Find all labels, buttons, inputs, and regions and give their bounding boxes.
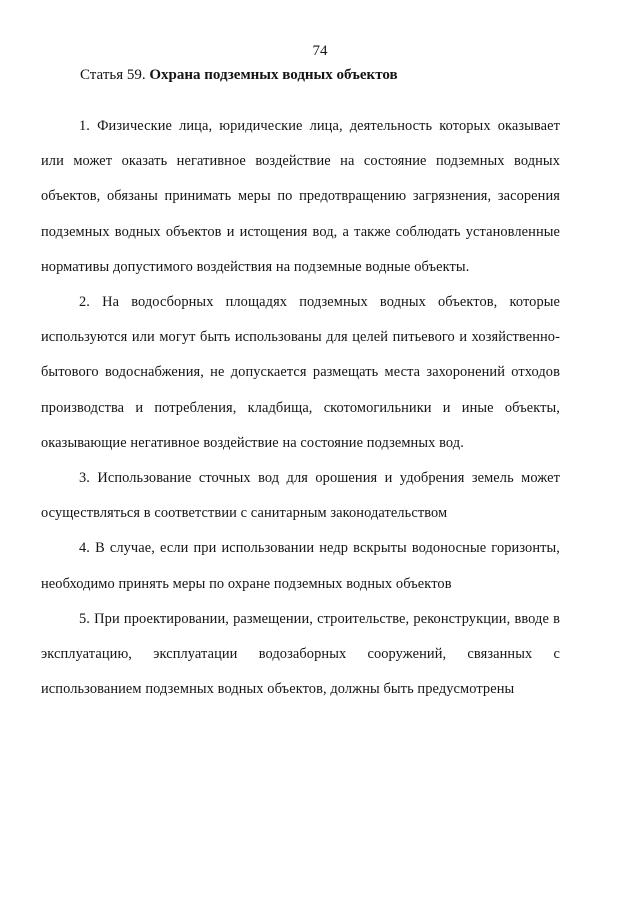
article-number: Статья 59. xyxy=(80,67,146,83)
article-heading xyxy=(80,66,398,84)
article-title: Охрана подземных водных объектов xyxy=(149,67,398,83)
article-body xyxy=(41,109,560,707)
paragraph-2: 2. На водосборных площадях подземных водных объектов, которые используются или могут быть использованы для целей питьевого и хозяйственно-бытового водоснабжения, не допускается размещать места захоронений отходов производства и потребления, кладбища, скотомогильники и иные объекты, оказывающие негативное воздействие на состояние подземных вод. xyxy=(41,294,560,451)
paragraph-3: 3. Использование сточных вод для орошения и удобрения земель может осуществляться в соответствии с санитарным законодательством xyxy=(41,470,560,522)
paragraph-1: 1. Физические лица, юридические лица, деятельность которых оказывает или может оказать негативное воздействие на состояние подземных водных объектов, обязаны принимать меры по предотвращению загрязнения, засорения подземных водных объектов и истощения вод, а также соблюдать установленные нормативы допустимого воздействия на подземные водные объекты. xyxy=(41,118,560,275)
page-number: 74 xyxy=(312,43,328,59)
paragraph-4: 4. В случае, если при использовании недр вскрыты водоносные горизонты, необходимо принять меры по охране подземных водных объектов xyxy=(41,540,560,592)
paragraph-5: 5. При проектировании, размещении, строительстве, реконструкции, вводе в эксплуатацию, эксплуатации водозаборных сооружений, связанных с использованием подземных водных объектов, должны быть предусмотрены xyxy=(41,610,560,698)
